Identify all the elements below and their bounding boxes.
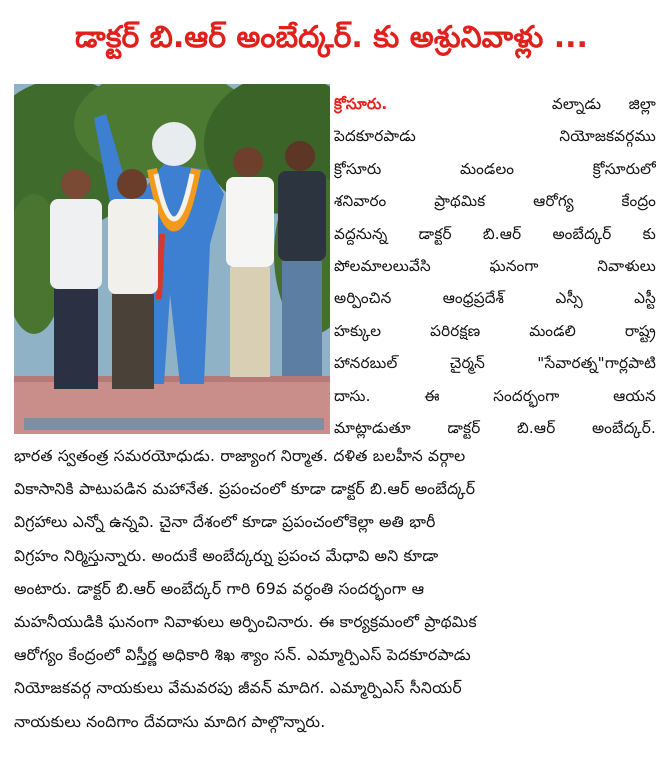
headline: డాక్టర్ బి.ఆర్ అంబేద్కర్. కు అశ్రునివాళ్లు ... bbox=[75, 20, 588, 55]
article-line: నాయకులు నందిగాం దేవదాసు మాదిగ పాల్గొన్నారు. bbox=[14, 712, 326, 731]
article-line: హక్కుల పరిరక్షణ మండలి రాష్ట్ర bbox=[334, 321, 656, 340]
article-line: క్రోసూరు మండలం క్రోసూరులో bbox=[334, 159, 656, 178]
dateline-text: వల్నాడు జిల్లా bbox=[551, 95, 656, 113]
article-line bbox=[334, 88, 656, 120]
article-line: అంటారు. డాక్టర్ బి.ఆర్ అంబేద్కర్ గారి 69వ వర్ధంతి సందర్భంగా ఆ bbox=[14, 579, 425, 598]
article-line: భారత స్వతంత్ర సమరయోధుడు. రాజ్యాంగ నిర్మాత. దళిత బలహీన వర్గాల bbox=[14, 447, 466, 465]
article-line: పోలమాలలువేసి ఘనంగా నివాళులు bbox=[334, 256, 656, 275]
article-line: నియోజకవర్గ నాయకులు వేమవరపు జీవన్ మాదిగ. ఎమ్మార్పిఎస్ సీనియర్ bbox=[14, 679, 462, 698]
article-line: శనివారం ప్రాథమిక ఆరోగ్య కేంద్రం bbox=[334, 192, 656, 211]
statue-garlanding-photo bbox=[14, 84, 330, 434]
article-line: అర్పించిన ఆంధ్రప్రదేశ్ ఎస్సీ ఎస్టీ bbox=[334, 289, 656, 308]
article-column-text bbox=[334, 88, 656, 444]
article-line: వికాసానికి పాటుపడిన మహానేత. ప్రపంచంలో కూడా డాక్టర్ బి.ఆర్ అంబేద్కర్ bbox=[14, 480, 476, 499]
dateline-place: క్రోసూరు. bbox=[334, 95, 388, 113]
article-line: హానరబుల్ చైర్మన్ "సేవారత్న"గార్లపాటి bbox=[334, 354, 656, 373]
article-line: మహనీయుడికి ఘనంగా నివాళులు అర్పించినారు. ఈ కార్యక్రమంలో ప్రాథమిక bbox=[14, 612, 477, 631]
article-line: మాట్లాడుతూ డాక్టర్ బి.ఆర్ అంబేద్కర్. bbox=[334, 418, 656, 437]
article-line: ఆరోగ్యం కేంద్రంలో విస్తీర్ణ అధికారి శిఖ శ్యాం సన్. ఎమ్మార్పిఎస్ పెదకూరపాడు bbox=[14, 646, 471, 665]
news-photo bbox=[14, 84, 330, 434]
article-line: విగ్రహం నిర్మిస్తున్నారు. అందుకే అంబేద్కర్ను ప్రపంచ మేధావి అని కూడా bbox=[14, 546, 439, 565]
article-line: పెదకూరపాడు నియోజకవర్గము bbox=[334, 127, 656, 146]
article-body-text bbox=[14, 440, 656, 739]
article-line: దాసు. ఈ సందర్భంగా ఆయన bbox=[334, 386, 656, 405]
article-line: విగ్రహాలు ఎన్నో ఉన్నవి. చైనా దేశంలో కూడా ప్రపంచంలోకెల్లా అతి భారీ bbox=[14, 513, 436, 532]
article-line: వద్దనున్న డాక్టర్ బి.ఆర్ అంబేద్కర్ కు bbox=[334, 224, 656, 243]
